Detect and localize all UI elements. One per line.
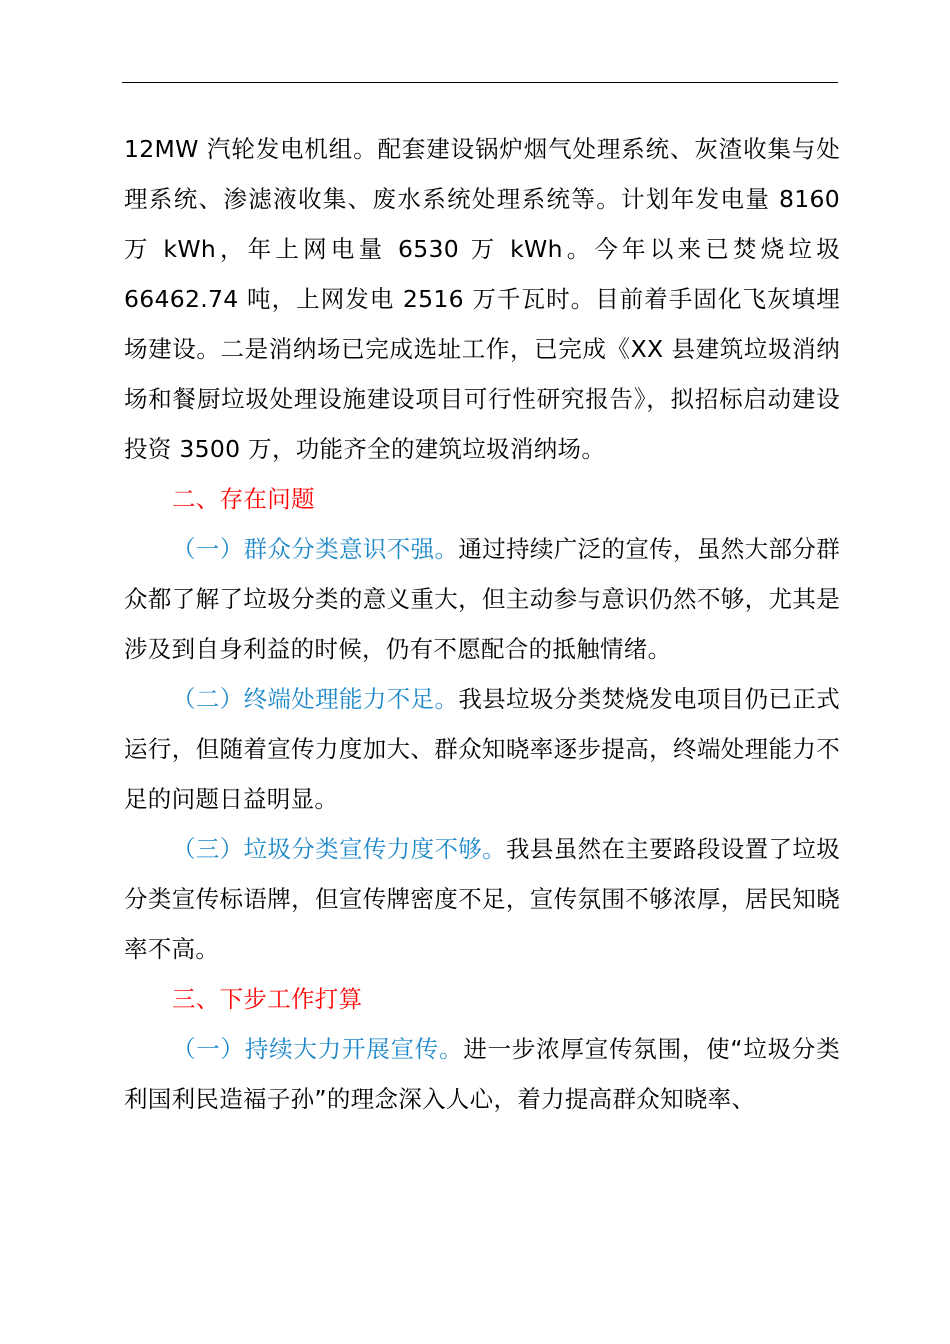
plan-item-1-text: 进一步浓厚宣传氛围，使“垃圾分类利国利民造福子孙”的理念深入人心，着力提高群众知晓率、 (124, 1035, 840, 1113)
problem-item-2-label: （二）终端处理能力不足。 (172, 685, 459, 713)
problem-item-1-label: （一）群众分类意识不强。 (172, 535, 459, 563)
plan-item-1-label: （一）持续大力开展宣传。 (172, 1035, 464, 1063)
section-heading-next-steps: 三、下步工作打算 (172, 985, 363, 1013)
header-rule (122, 82, 838, 83)
intro-paragraph: 12MW 汽轮发电机组。配套建设锅炉烟气处理系统、灰渣收集与处理系统、渗滤液收集、废水系统处理系统等。计划年发电量 8160 万 kWh，年上网电量 6530 万 kWh。今年以来已焚烧垃圾 66462.74 吨，上网发电 2516 万千瓦时。目前着手固化飞灰填埋场建设。二是消纳场已完成选址工作，已完成《XX 县建筑垃圾消纳场和餐厨垃圾处理设施建设项目可行性研究报告》，拟招标启动建设投资 3500 万，功能齐全的建筑垃圾消纳场。 (124, 135, 840, 463)
problem-item-2 (124, 674, 840, 824)
problem-item-3-label: （三）垃圾分类宣传力度不够。 (172, 835, 507, 863)
problem-item-1-text: 通过持续广泛的宣传，虽然大部分群众都了解了垃圾分类的意义重大，但主动参与意识仍然不够，尤其是涉及到自身利益的时候，仍有不愿配合的抵触情绪。 (124, 535, 840, 663)
plan-item-1 (124, 1024, 840, 1124)
document-body (124, 124, 840, 1124)
problem-item-3-text: 我县虽然在主要路段设置了垃圾分类宣传标语牌，但宣传牌密度不足，宣传氛围不够浓厚，居民知晓率不高。 (124, 835, 840, 963)
problem-item-1 (124, 524, 840, 674)
section-heading-problems: 二、存在问题 (172, 485, 315, 513)
problem-item-3 (124, 824, 840, 974)
problem-item-2-text: 我县垃圾分类焚烧发电项目仍已正式运行，但随着宣传力度加大、群众知晓率逐步提高，终端处理能力不足的问题日益明显。 (124, 685, 840, 813)
